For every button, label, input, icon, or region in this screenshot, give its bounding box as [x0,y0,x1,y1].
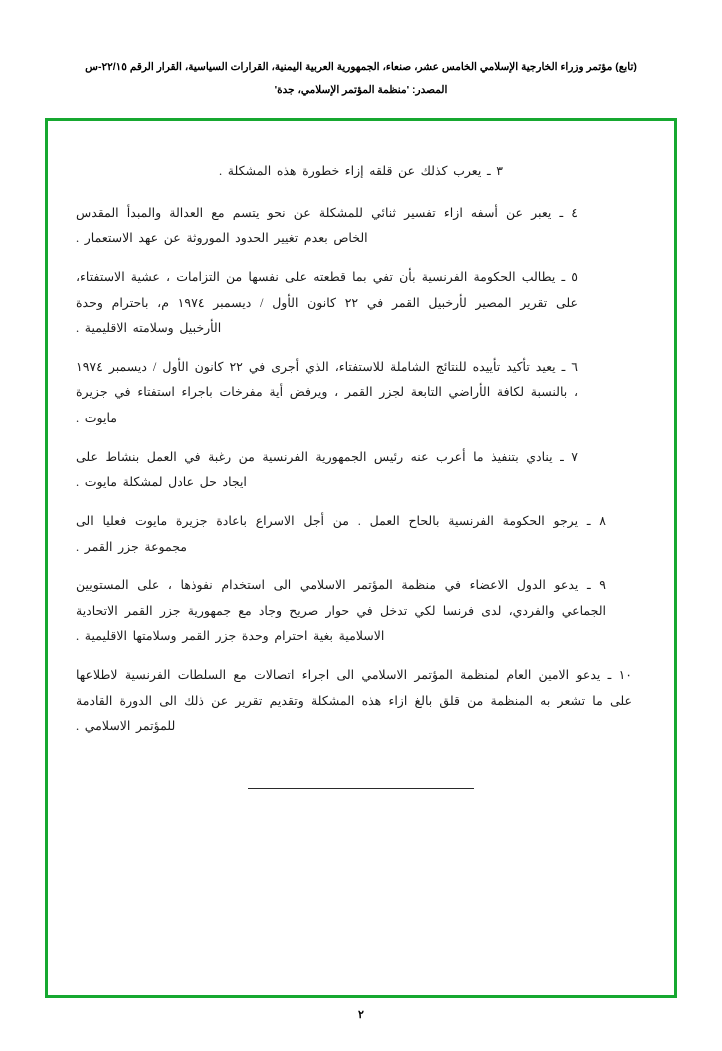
clause-item [76,663,646,740]
document-running-head [0,60,722,96]
clause-list [76,159,646,740]
clause-number: ٧ ـ [560,449,578,464]
clause-text: يرجو الحكومة الفرنسية بالحاح العمل . من أجل الاسراع باعادة جزيرة مايوت فعليا الى مجموعة جزر القمر . [76,513,579,554]
clause-number: ٣ ـ [486,164,503,178]
clause-number: ٦ ـ [561,359,579,374]
page-number: ٢ [358,1009,364,1021]
clause-text: يعيد تأكيد تأييده للنتائج الشاملة للاستفتاء، الذي أجرى في ٢٢ كانون الأول / ديسمبر ١٩٧٤ ، بالنسبة لكافة الأراضي التابعة لجزر القمر ، ويرفض أية مفرخات باجراء استفتاء في جزيرة مايوت . [76,359,578,425]
clause-number: ٨ ـ [586,513,606,528]
clause-item [76,159,646,185]
running-head-title: (تابع) مؤتمر وزراء الخارجية الإسلامي الخامس عشر، صنعاء، الجمهورية العربية اليمنية، القرارات السياسية، القرار الرقم ٢٢/١٥-س [85,61,637,73]
scan-content-area [76,143,646,985]
clause-text: يعرب كذلك عن قلقه إزاء خطورة هذه المشكلة . [219,164,482,178]
clause-item [76,355,646,432]
clause-item [76,201,646,252]
running-head-source: المصدر: 'منظمة المؤتمر الإسلامي، جدة' [274,83,448,96]
horizontal-rule [248,788,474,789]
clause-item [76,265,646,342]
clause-number: ١٠ ـ [607,668,632,682]
section-divider [76,776,646,794]
clause-text: يعبر عن أسفه ازاء تفسير ثنائي للمشكلة عن نحو يتسم مع العدالة والمبدأ المقدس الخاص بعدم تغيير الحدود الموروثة عن عهد الاستعمار . [76,205,552,246]
clause-number: ٤ ـ [559,205,578,220]
clause-number: ٩ ـ [587,578,606,593]
clause-text: يدعو الامين العام لمنظمة المؤتمر الاسلامي الى اجراء اتصالات مع السلطات الفرنسية لاطلاعها على ما تشعر به المنظمة من قلق بالغ ازاء هذه المشكلة وتقديم تقرير عن ذلك الى الدورة القادمة للمؤتمر الاسلامي . [76,668,632,734]
clause-number: ٥ ـ [561,269,578,284]
clause-item [76,573,646,650]
clause-text: يدعو الدول الاعضاء في منظمة المؤتمر الاسلامي الى استخدام نفوذها ، على المستويين الجماعي والفردي، لدى فرنسا لكي تدخل في حوار صريح وجاد مع جمهورية جزر القمر الاتحادية الاسلامية بغية احترام وحدة جزر القمر وسلامتها الاقليمية . [76,578,606,644]
clause-item [76,509,646,560]
scanned-page-frame [45,118,677,998]
clause-item [76,445,646,496]
clause-text: يطالب الحكومة الفرنسية بأن تفي بما قطعته على نفسها من التزامات ، عشية الاستفتاء، على تقرير المصير لأرخبيل القمر في ٢٢ كانون الأول / ديسمبر ١٩٧٤ م، باحترام وحدة الأرخبيل وسلامته الاقليمية . [76,269,579,336]
clause-text: ينادي بتنفيذ ما أعرب عنه رئيس الجمهورية الفرنسية من رغبة في العمل بنشاط على ايجاد حل عادل لمشكلة مايوت . [76,449,553,490]
